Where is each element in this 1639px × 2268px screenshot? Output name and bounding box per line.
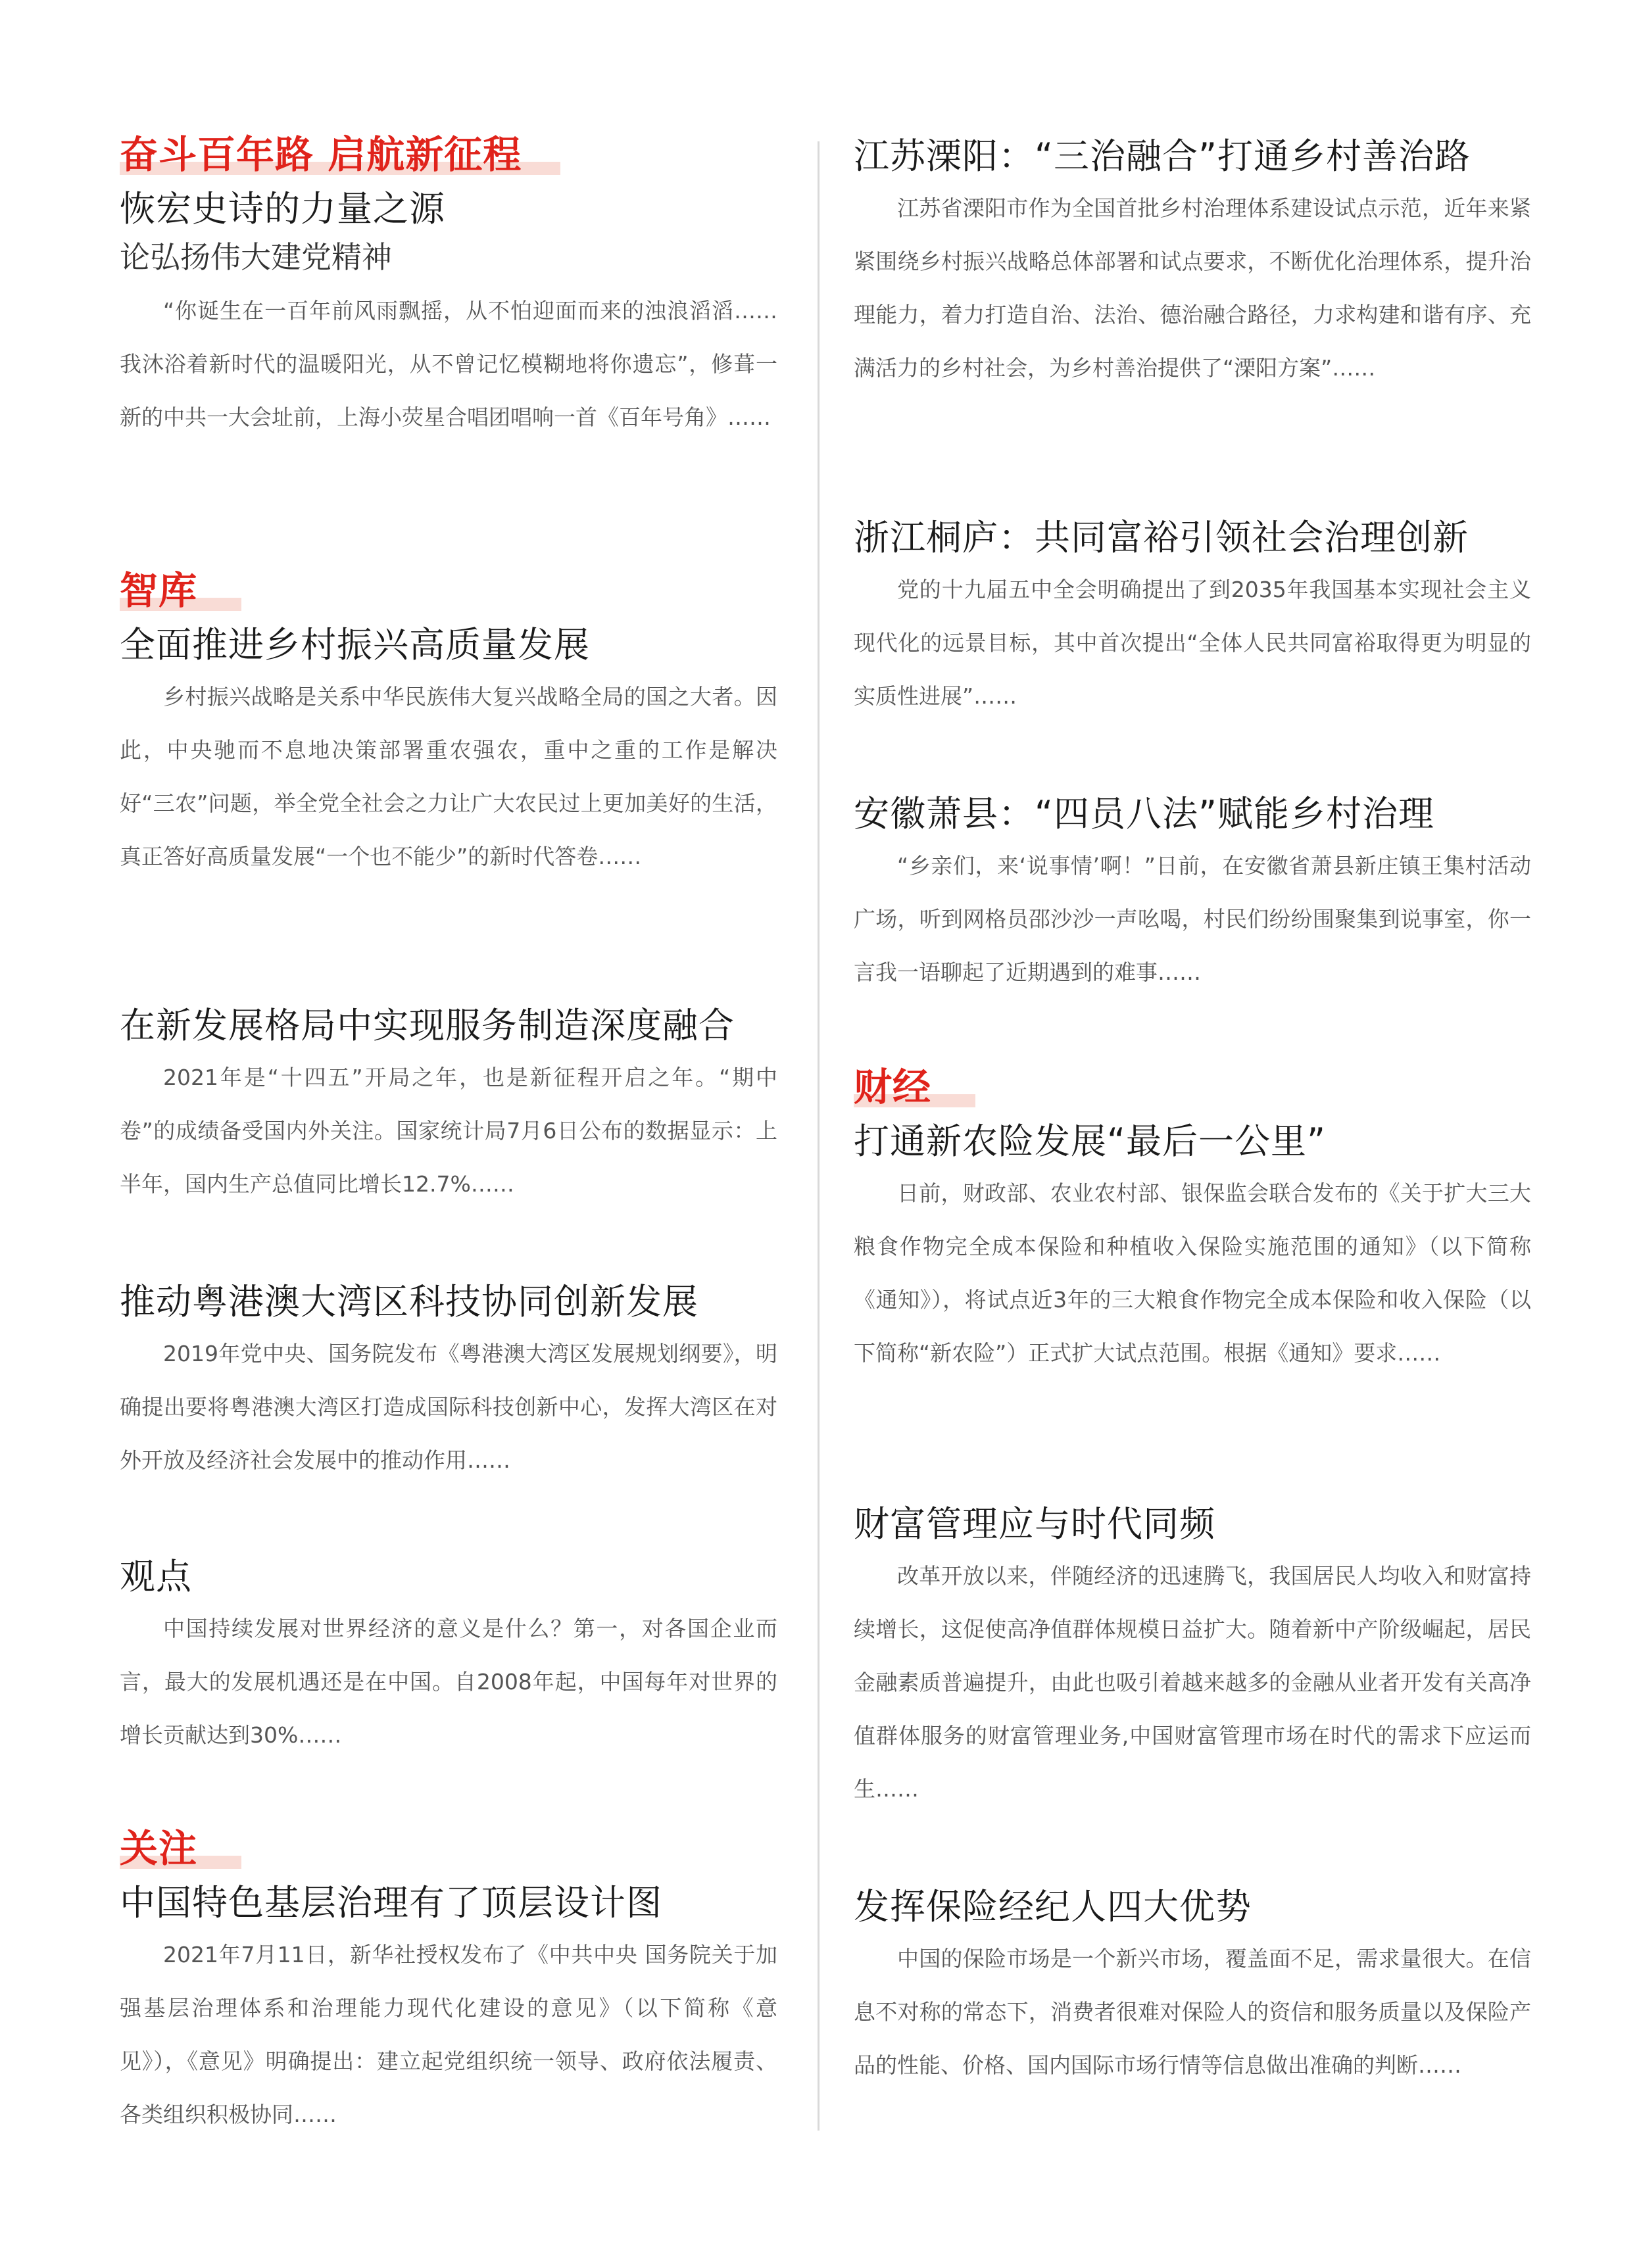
section-heading (120, 567, 197, 614)
article-title[interactable]: 安徽萧县：“四员八法”赋能乡村治理 (854, 793, 1434, 834)
section-block-struggle (120, 132, 777, 178)
article-card[interactable] (120, 1552, 777, 1762)
article-title[interactable]: 全面推进乡村振兴高质量发展 (120, 624, 590, 665)
section-heading-label: 财经 (854, 1065, 932, 1109)
article-excerpt: 日前，财政部、农业农村部、银保监会联合发布的《关于扩大三大粮食作物完全成本保险和种植收入保险实施范围的通知》（以下简称《通知》），将试点近3年的三大粮食作物完全成本保险和收入保险（以下简称“新农险”）正式扩大试点范围。根据《通知》要求…… (854, 1180, 1531, 1366)
article-excerpt: 2021年是“十四五”开局之年，也是新征程开启之年。“期中卷”的成绩备受国内外关注。国家统计局7月6日公布的数据显示：上半年，国内生产总值同比增长12.7%…… (120, 1065, 777, 1197)
section-block-finance (854, 1064, 1531, 1110)
article-excerpt: 中国持续发展对世界经济的意义是什么？第一，对各国企业而言，最大的发展机遇还是在中国。自2008年起，中国每年对世界的增长贡献达到30%…… (120, 1616, 777, 1748)
article-title[interactable]: 恢宏史诗的力量之源 (120, 188, 445, 229)
article-card[interactable] (854, 513, 1531, 723)
article-card[interactable] (120, 1878, 777, 2141)
article-excerpt: 江苏省溧阳市作为全国首批乡村治理体系建设试点示范，近年来紧紧围绕乡村振兴战略总体部署和试点要求，不断优化治理体系，提升治理能力，着力打造自治、法治、德治融合路径，力求构建和谐有序、充满活力的乡村社会，为乡村善治提供了“溧阳方案”…… (854, 195, 1531, 381)
article-excerpt: 中国的保险市场是一个新兴市场，覆盖面不足，需求量很大。在信息不对称的常态下，消费者很难对保险人的资信和服务质量以及保险产品的性能、价格、国内国际市场行情等信息做出准确的判断…… (854, 1946, 1531, 2078)
section-block-think-tank (120, 567, 777, 614)
article-title[interactable]: 浙江桐庐：共同富裕引领社会治理创新 (854, 517, 1469, 558)
article-card[interactable] (854, 789, 1531, 999)
article-excerpt: “你诞生在一百年前风雨飘摇，从不怕迎面而来的浊浪滔滔……我沐浴着新时代的温暖阳光，从不曾记忆模糊地将你遗忘”，修葺一新的中共一大会址前，上海小荧星合唱团唱响一首《百年号角》…… (120, 298, 777, 430)
column-divider (818, 141, 820, 2131)
article-card[interactable] (854, 1499, 1531, 1816)
article-excerpt: 党的十九届五中全会明确提出了到2035年我国基本实现社会主义现代化的远景目标，其中首次提出“全体人民共同富裕取得更为明显的实质性进展”…… (854, 577, 1531, 709)
article-title[interactable]: 江苏溧阳：“三治融合”打通乡村善治路 (854, 135, 1471, 177)
article-title[interactable]: 观点 (120, 1556, 192, 1597)
article-card[interactable] (854, 1117, 1531, 1380)
article-title[interactable]: 打通新农险发展“最后一公里” (854, 1121, 1326, 1162)
article-card[interactable] (120, 184, 777, 444)
article-title[interactable]: 发挥保险经纪人四大优势 (854, 1886, 1252, 1927)
section-block-focus (120, 1825, 777, 1871)
section-heading-label: 智库 (120, 568, 198, 613)
article-card[interactable] (854, 132, 1531, 395)
article-card[interactable] (854, 1882, 1531, 2092)
section-heading (120, 132, 522, 178)
article-title[interactable]: 推动粤港澳大湾区科技协同创新发展 (120, 1281, 698, 1322)
article-card[interactable] (120, 1277, 777, 1487)
article-card[interactable] (120, 1001, 777, 1211)
article-card[interactable] (120, 620, 777, 883)
article-excerpt: “乡亲们，来‘说事情’啊！”日前，在安徽省萧县新庄镇王集村活动广场，听到网格员邵沙沙一声吆喝，村民们纷纷围聚集到说事室，你一言我一语聊起了近期遇到的难事…… (854, 853, 1531, 985)
section-heading-label: 关注 (120, 1826, 198, 1871)
article-excerpt: 2019年党中央、国务院发布《粤港澳大湾区发展规划纲要》，明确提出要将粤港澳大湾区打造成国际科技创新中心，发挥大湾区在对外开放及经济社会发展中的推动作用…… (120, 1341, 777, 1473)
article-excerpt: 2021年7月11日，新华社授权发布了《中共中央 国务院关于加强基层治理体系和治理能力现代化建设的意见》（以下简称《意见》），《意见》明确提出：建立起党组织统一领导、政府依法履责、各类组织积极协同…… (120, 1942, 777, 2127)
article-title[interactable]: 在新发展格局中实现服务制造深度融合 (120, 1005, 735, 1046)
section-heading (854, 1064, 931, 1110)
article-title[interactable]: 财富管理应与时代同频 (854, 1503, 1215, 1545)
article-excerpt: 改革开放以来，伴随经济的迅速腾飞，我国居民人均收入和财富持续增长，这促使高净值群体规模日益扩大。随着新中产阶级崛起，居民金融素质普遍提升，由此也吸引着越来越多的金融从业者开发有关高净值群体服务的财富管理业务,中国财富管理市场在时代的需求下应运而生…… (854, 1563, 1531, 1802)
article-excerpt: 乡村振兴战略是关系中华民族伟大复兴战略全局的国之大者。因此，中央驰而不息地决策部署重农强农，重中之重的工作是解决好“三农”问题，举全党全社会之力让广大农民过上更加美好的生活，真正答好高质量发展“一个也不能少”的新时代答卷…… (120, 684, 777, 869)
article-title[interactable]: 中国特色基层治理有了顶层设计图 (120, 1882, 662, 1923)
section-heading (120, 1825, 197, 1871)
section-heading-label: 奋斗百年路 启航新征程 (120, 132, 522, 177)
article-subtitle: 论弘扬伟大建党精神 (120, 239, 392, 275)
